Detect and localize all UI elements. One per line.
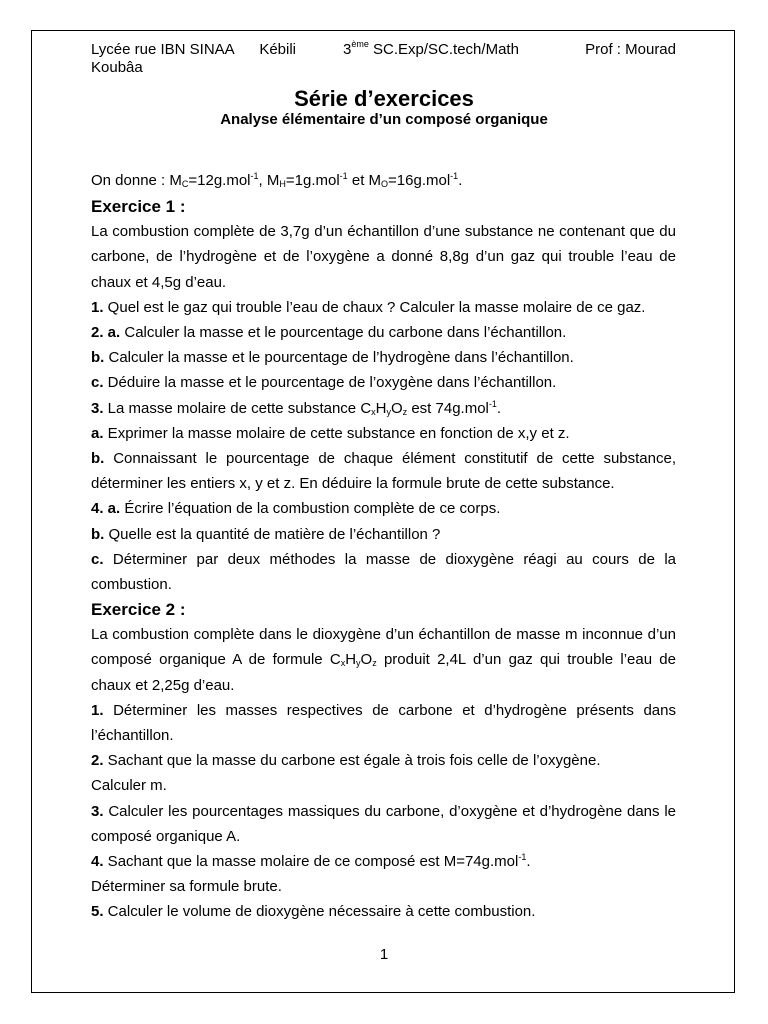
exercise-2-question-line: Déterminer sa formule brute. (91, 878, 282, 896)
given-text: et M (347, 172, 382, 189)
question-text: Sachant que la masse du carbone est égale à trois fois celle de l’oxygène. (103, 752, 601, 770)
question-number: 5. (91, 903, 104, 921)
intro-text: H (345, 651, 357, 669)
exercise-1-question (91, 345, 676, 370)
exercise-2-heading: Exercice 2 : (91, 600, 186, 620)
intro-text: produit 2,4L d’un gaz qui trouble l’eau de chaux et 2,25g d’eau. (91, 651, 676, 694)
given-sup: -1 (339, 171, 348, 181)
exercise-1-question (91, 522, 676, 547)
given-text: =12g.mol (188, 172, 251, 189)
question-text: Écrire l’équation de la combustion complète de ce corps. (120, 500, 501, 518)
document-body (91, 168, 676, 925)
given-sub: O (381, 179, 389, 189)
header-school-town: Kébili (259, 41, 296, 58)
question-text: Déterminer par deux méthodes la masse de dioxygène réagi au cours de la combustion. (91, 550, 676, 594)
question-text: . (526, 853, 531, 871)
question-text: Calculer le volume de dioxygène nécessaire à cette combustion. (103, 903, 536, 921)
exercise-1-question (91, 320, 676, 345)
header-city: Koubâa (91, 59, 143, 76)
page-number: 1 (379, 946, 389, 963)
question-number: 3. (91, 802, 104, 820)
exercise-1-heading: Exercice 1 : (91, 197, 186, 217)
header-school (91, 41, 296, 59)
header-class (343, 41, 519, 59)
formula-sup: -1 (488, 398, 497, 409)
question-number: 2. a. (91, 324, 121, 342)
question-text: Sachant que la masse molaire de ce composé est M=74g.mol (103, 853, 519, 871)
question-text: Connaissant le pourcentage de chaque élément constitutif de cette substance, déterminer les entiers x, y et z. En déduire la formule brute de cette substance. (91, 450, 676, 493)
page-subtitle: Analyse élémentaire d’un composé organique (220, 111, 548, 128)
given-sub: C (181, 179, 189, 189)
given-text: , M (258, 172, 280, 189)
question-text: Exprimer la masse molaire de cette substance en fonction de x,y et z. (103, 424, 570, 442)
exercise-1-question (91, 496, 676, 521)
exercise-2-question (91, 899, 676, 924)
given-text: . (458, 172, 463, 189)
formula-sub: y (356, 658, 361, 669)
question-number: b. (91, 450, 105, 468)
exercise-1-question (91, 547, 676, 597)
header-prof: Prof : Mourad (585, 41, 676, 58)
formula-sub: z (402, 406, 408, 417)
intro-text: La combustion complète dans le dioxygène d’un échantillon de masse m inconnue d’un composé organique A de formule C (91, 626, 676, 669)
question-text: H (375, 399, 387, 417)
formula-sub: z (372, 658, 377, 669)
given-text: On donne : M (91, 172, 182, 189)
intro-text: O (360, 651, 373, 669)
page-title: Série d’exercices (294, 86, 474, 111)
question-text: Déterminer les masses respectives de carbone et d’hydrogène présents dans l’échantillon. (91, 701, 676, 745)
class-level-suffix: ème (351, 39, 369, 49)
exercise-2-question (91, 849, 676, 874)
header-school-name: Lycée rue IBN SINAA (91, 41, 235, 58)
question-number: c. (91, 374, 104, 392)
question-number: 1. (91, 298, 104, 316)
given-text: =1g.mol (285, 172, 340, 189)
exercise-1-question (91, 421, 676, 446)
question-number: b. (91, 349, 105, 367)
question-number: 2. (91, 752, 104, 770)
exercise-1-question (91, 396, 676, 421)
exercise-2-intro (91, 622, 676, 698)
exercise-1-question (91, 446, 676, 496)
question-number: 3. (91, 399, 104, 417)
question-text: Quelle est la quantité de matière de l’échantillon ? (104, 525, 441, 543)
question-number: 4. (91, 853, 104, 871)
given-sub: H (279, 179, 286, 189)
given-data (91, 168, 676, 193)
formula-sub: x (371, 406, 376, 417)
exercise-2-question (91, 748, 676, 773)
exercise-1-question (91, 295, 676, 320)
exercise-1-intro: La combustion complète de 3,7g d’un échantillon d’une substance ne contenant que du carbone, de l’hydrogène et de l’oxygène a donné 8,8g d’un gaz qui trouble l’eau de chaux et 4,5g d’eau. (91, 223, 676, 291)
given-sup: -1 (450, 171, 459, 181)
question-text: est 74g.mol (407, 399, 489, 417)
class-sections: SC.Exp/SC.tech/Math (368, 41, 519, 58)
question-number: c. (91, 550, 104, 568)
question-text: La masse molaire de cette substance C (103, 399, 372, 417)
question-number: 1. (91, 701, 104, 719)
exercise-2-question-line: Calculer m. (91, 777, 167, 795)
formula-sub: x (340, 658, 346, 669)
formula-sub: y (386, 406, 391, 417)
question-text: Calculer les pourcentages massiques du carbone, d’oxygène et d’hydrogène dans le composé organique A. (91, 802, 676, 845)
question-number: b. (91, 525, 105, 543)
formula-sup: -1 (518, 852, 527, 863)
exercise-2-question (91, 799, 676, 849)
question-text: Quel est le gaz qui trouble l’eau de chaux ? Calculer la masse molaire de ce gaz. (103, 298, 646, 316)
question-number: a. (91, 424, 104, 442)
question-text: Calculer la masse et le pourcentage du carbone dans l’échantillon. (120, 324, 567, 342)
question-number: 4. a. (91, 500, 121, 518)
question-text: Calculer la masse et le pourcentage de l’hydrogène dans l’échantillon. (104, 349, 574, 367)
class-level: 3 (343, 41, 352, 58)
given-sup: -1 (250, 171, 259, 181)
question-text: Déduire la masse et le pourcentage de l’oxygène dans l’échantillon. (103, 374, 557, 392)
exercise-2-question (91, 698, 676, 748)
question-text: O (391, 399, 403, 417)
question-text: . (496, 399, 502, 417)
exercise-1-question (91, 370, 676, 395)
given-text: =16g.mol (388, 172, 451, 189)
